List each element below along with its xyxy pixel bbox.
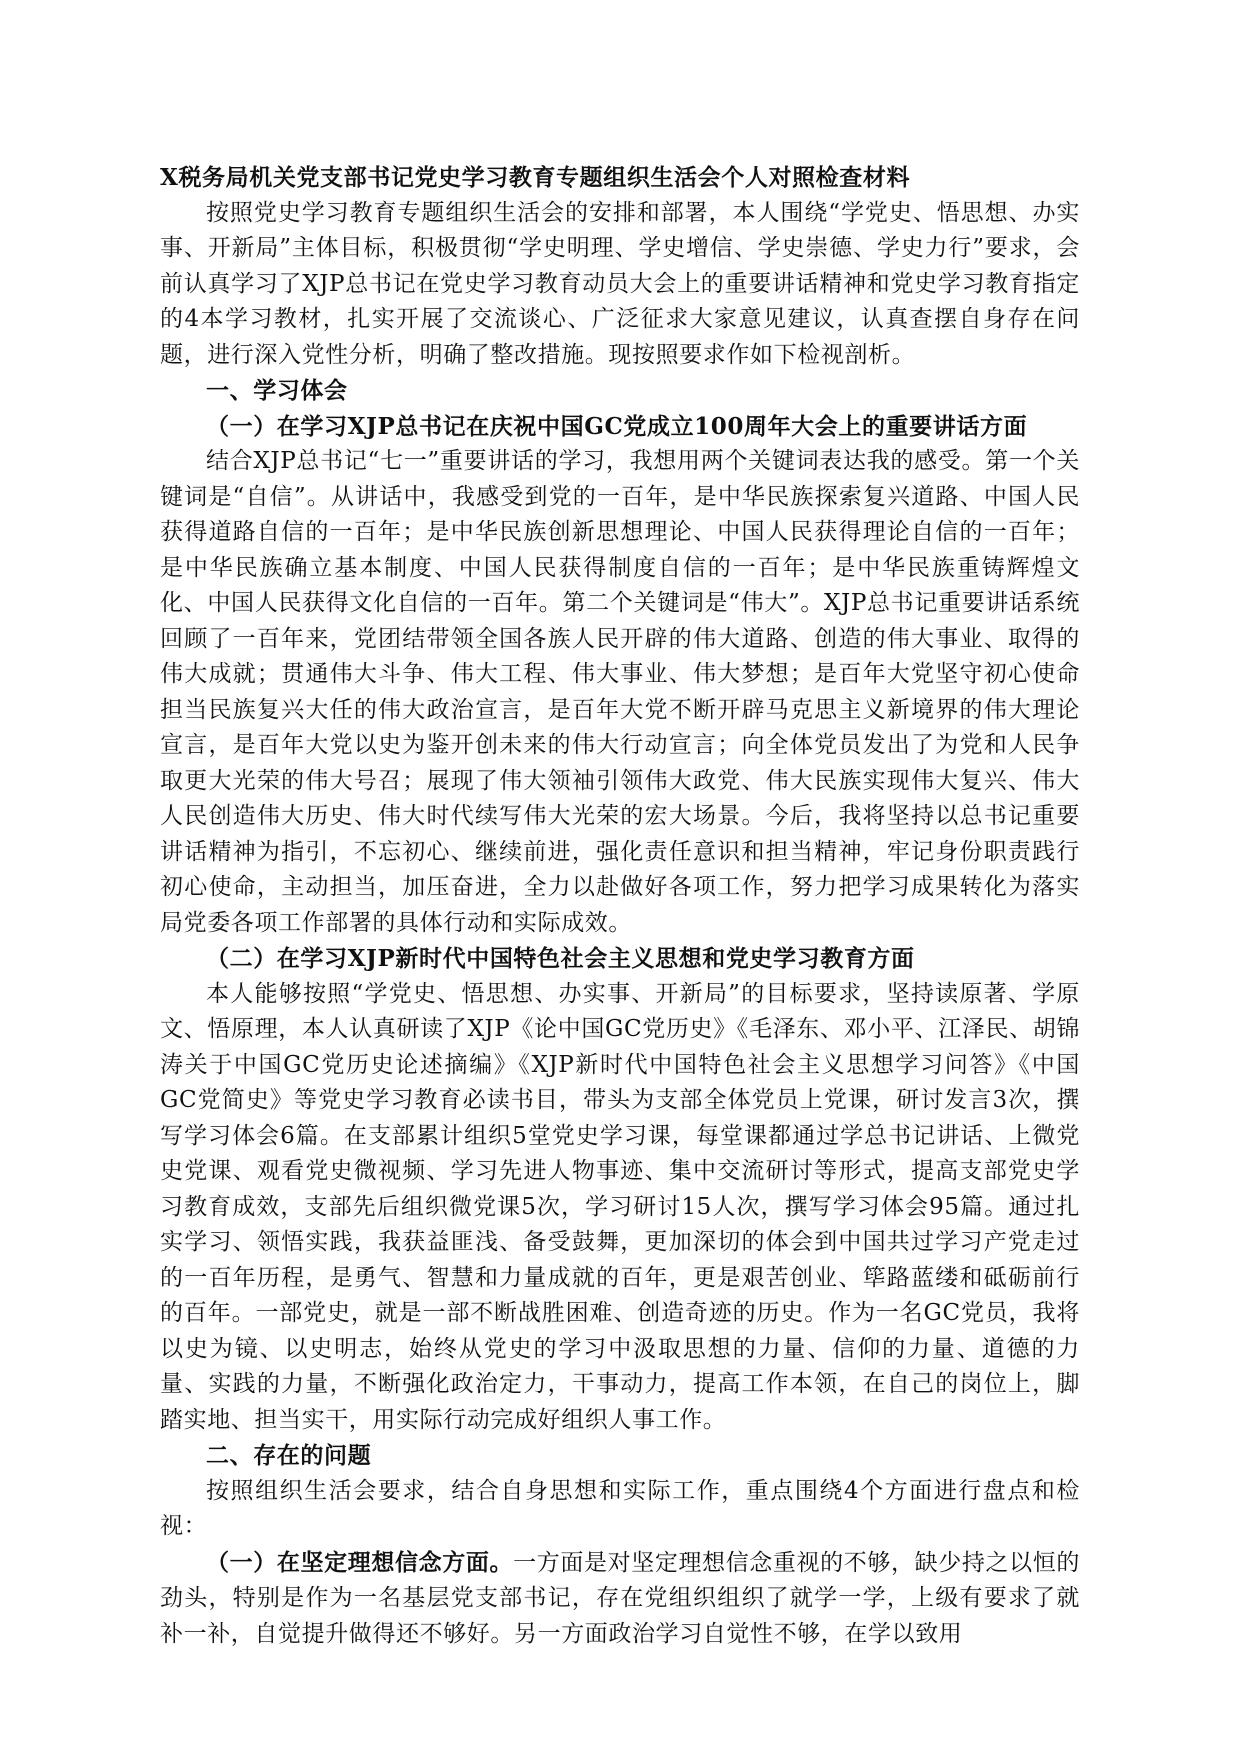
problem-item-body: 一方面是对坚定理想信念重视的不够，缺少持之以恒的劲头，特别是作为一名基层党支部书记，存在党组织组织了就学一学，上级有要求了就补一补，自觉提升做得还不够好。另一方面政治学习自觉性不够，在学以致用 xyxy=(160,1549,1080,1647)
document-title: X税务局机关党支部书记党史学习教育专题组织生活会个人对照检查材料 xyxy=(160,164,911,191)
problems-intro-paragraph: 按照组织生活会要求，结合自身思想和实际工作，重点围绕4个方面进行盘点和检视： xyxy=(160,1477,1080,1539)
subsection-heading-thought: （二）在学习XJP新时代中国特色社会主义思想和党史学习教育方面 xyxy=(206,945,915,972)
problem-item-lead: （一）在坚定理想信念方面。 xyxy=(206,1548,514,1576)
intro-paragraph: 按照党史学习教育专题组织生活会的安排和部署，本人围绕“学党史、悟思想、办实事、开新局”主体目标，积极贯彻“学史明理、学史增信、学史崇德、学史力行”要求，会前认真学习了XJP总书记在党史学习教育动员大会上的重要讲话精神和党史学习教育指定的4本学习教材，扎实开展了交流谈心、广泛征求大家意见建议，认真查摆自身存在问题，进行深入党性分析，明确了整改措施。现按照要求作如下检视剖析。 xyxy=(160,199,1080,368)
document-body xyxy=(160,160,1080,1652)
subsection-heading-speech: （一）在学习XJP总书记在庆祝中国GC党成立100周年大会上的重要讲话方面 xyxy=(206,412,1028,440)
speech-paragraph: 结合XJP总书记“七一”重要讲话的学习，我想用两个关键词表达我的感受。第一个关键词是“自信”。从讲话中，我感受到党的一百年，是中华民族探索复兴道路、中国人民获得道路自信的一百年；是中华民族创新思想理论、中国人民获得理论自信的一百年；是中华民族确立基本制度、中国人民获得制度自信的一百年；是中华民族重铸辉煌文化、中国人民获得文化自信的一百年。第二个关键词是“伟大”。XJP总书记重要讲话系统回顾了一百年来，党团结带领全国各族人民开辟的伟大道路、创造的伟大事业、取得的伟大成就；贯通伟大斗争、伟大工程、伟大事业、伟大梦想；是百年大党坚守初心使命担当民族复兴大任的伟大政治宣言，是百年大党不断开辟马克思主义新境界的伟大理论宣言，是百年大党以史为鉴开创未来的伟大行动宣言；向全体党员发出了为党和人民争取更大光荣的伟大号召；展现了伟大领袖引领伟大政党、伟大民族实现伟大复兴、伟大人民创造伟大历史、伟大时代续写伟大光荣的宏大场景。今后，我将坚持以总书记重要讲话精神为指引，不忘初心、继续前进，强化责任意识和担当精神，牢记身份职责践行初心使命，主动担当，加压奋进，全力以赴做好各项工作，努力把学习成果转化为落实局党委各项工作部署的具体行动和实际成效。 xyxy=(160,448,1080,936)
problem-item-paragraph xyxy=(160,1545,1080,1653)
section-heading-problems: 二、存在的问题 xyxy=(206,1442,372,1469)
section-heading-study: 一、学习体会 xyxy=(206,377,348,404)
thought-paragraph: 本人能够按照“学党史、悟思想、办实事、开新局”的目标要求，坚持读原著、学原文、悟原理，本人认真研读了XJP《论中国GC党历史》《毛泽东、邓小平、江泽民、胡锦涛关于中国GC党历史论述摘编》《XJP新时代中国特色社会主义思想学习问答》《中国GC党简史》等党史学习教育必读书目，带头为支部全体党员上党课，研讨发言3次，撰写学习体会6篇。在支部累计组织5堂党史学习课，每堂课都通过学总书记讲话、上微党史党课、观看党史微视频、学习先进人物事迹、集中交流研讨等形式，提高支部党史学习教育成效，支部先后组织微党课5次，学习研讨15人次，撰写学习体会95篇。通过扎实学习、领悟实践，我获益匪浅、备受鼓舞，更加深切的体会到中国共过学习产党走过的一百年历程，是勇气、智慧和力量成就的百年，更是艰苦创业、筚路蓝缕和砥砺前行的百年。一部党史，就是一部不断战胜困难、创造奇迹的历史。作为一名GC党员，我将以史为镜、以史明志，始终从党史的学习中汲取思想的力量、信仰的力量、道德的力量、实践的力量，不断强化政治定力，干事动力，提高工作本领，在自己的岗位上，脚踏实地、担当实干，用实际行动完成好组织人事工作。 xyxy=(160,980,1080,1433)
